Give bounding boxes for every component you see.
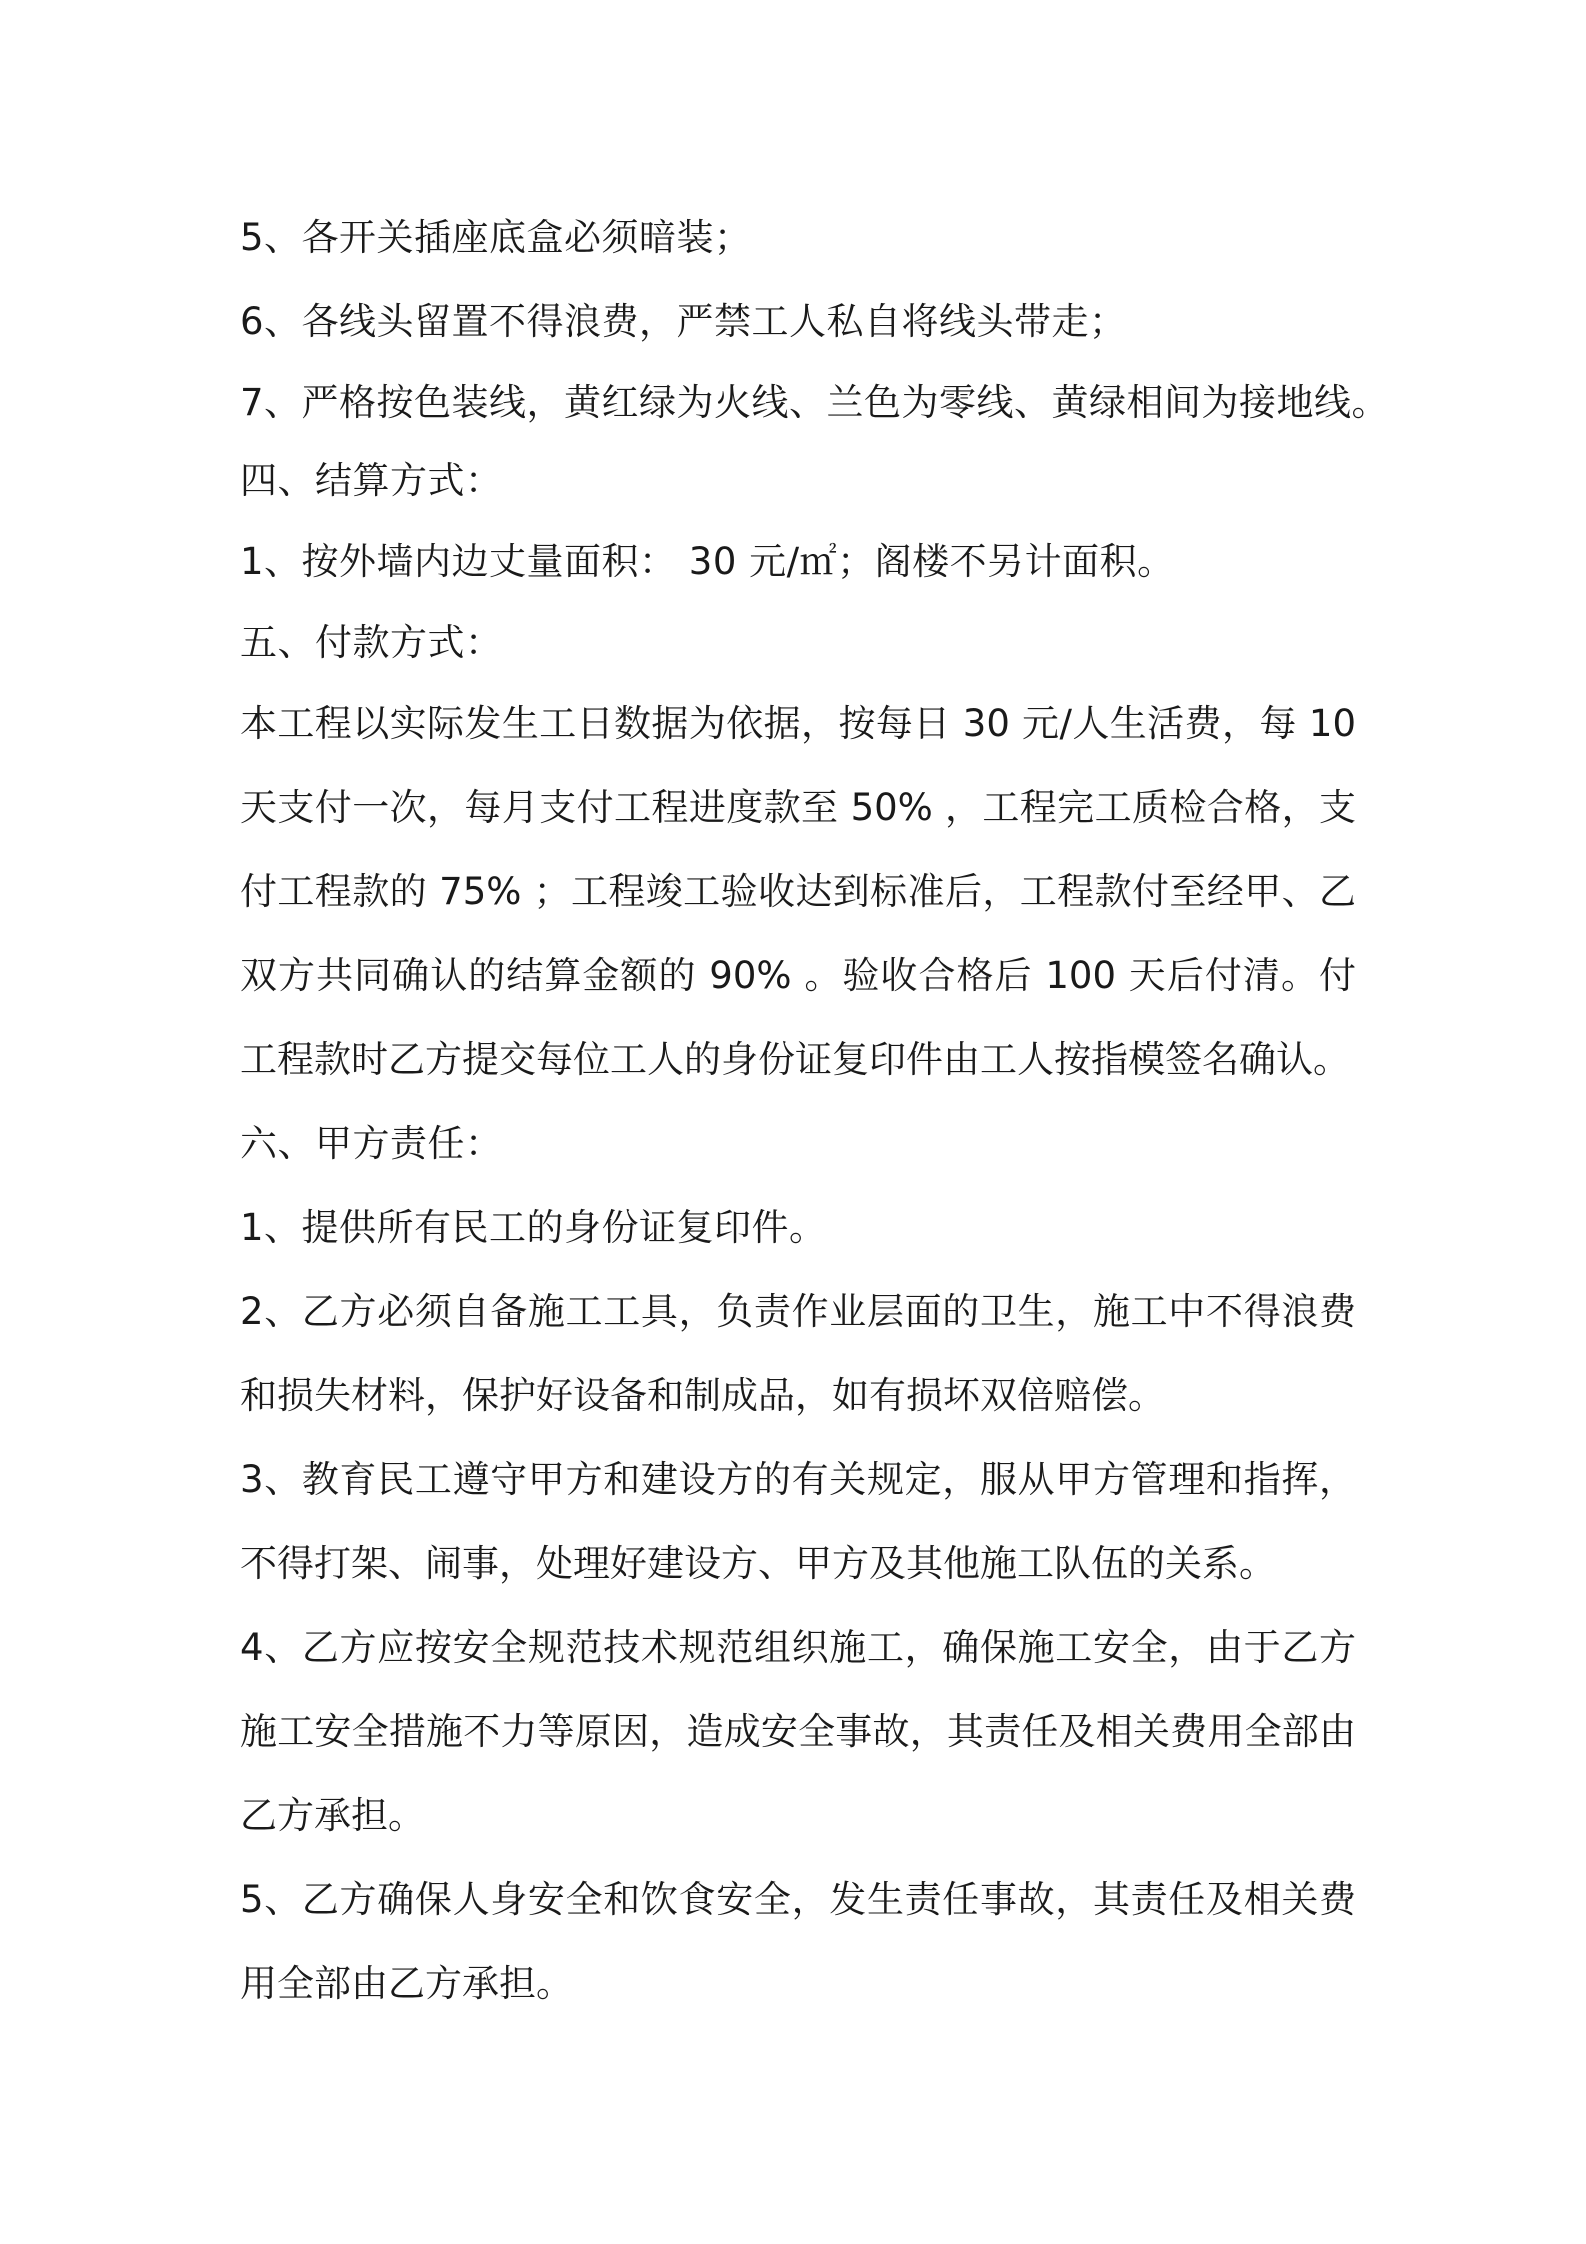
payment-paragraph: 本工程以实际发生工日数据为依据，按每日 30 元/人生活费，每 10 天支付一次，每月支付工程进度款至 50% ，工程完工质检合格，支付工程款的 75% ；工程竣工验收达到标准后，工程款付至经甲、乙双方共同确认的结算金额的 90% 。验收合格后 100 天后付清。付工程款时乙方提交每位工人的身份证复印件由工人按指模签名确认。: [240, 702, 1356, 1081]
list-item: 3、教育民工遵守甲方和建设方的有关规定，服从甲方管理和指挥，不得打架、闹事，处理好建设方、甲方及其他施工队伍的关系。: [240, 1458, 1356, 1585]
section-heading: 四、结算方式：: [240, 459, 503, 502]
list-item: 2、乙方必须自备施工工具，负责作业层面的卫生，施工中不得浪费和损失材料，保护好设备和制成品，如有损坏双倍赔偿。: [240, 1290, 1356, 1417]
document-body: [240, 196, 1390, 2026]
text-line: 5、各开关插座底盒必须暗装；: [240, 216, 752, 259]
text-line: 7、严格按色装线，黄红绿为火线、兰色为零线、黄绿相间为接地线。: [240, 381, 1390, 424]
list-item: 4、乙方应按安全规范技术规范组织施工，确保施工安全，由于乙方施工安全措施不力等原因，造成安全事故，其责任及相关费用全部由乙方承担。: [240, 1626, 1356, 1837]
list-item: 5、乙方确保人身安全和饮食安全，发生责任事故，其责任及相关费用全部由乙方承担。: [240, 1878, 1356, 2005]
text-line: 6、各线头留置不得浪费，严禁工人私自将线头带走；: [240, 300, 1127, 343]
text-line: 1、按外墙内边丈量面积： 30 元/㎡；阁楼不另计面积。: [240, 540, 1175, 583]
list-item: 1、提供所有民工的身份证复印件。: [240, 1206, 827, 1249]
section-heading: 六、甲方责任：: [240, 1122, 503, 1165]
section-heading: 五、付款方式：: [240, 621, 503, 664]
